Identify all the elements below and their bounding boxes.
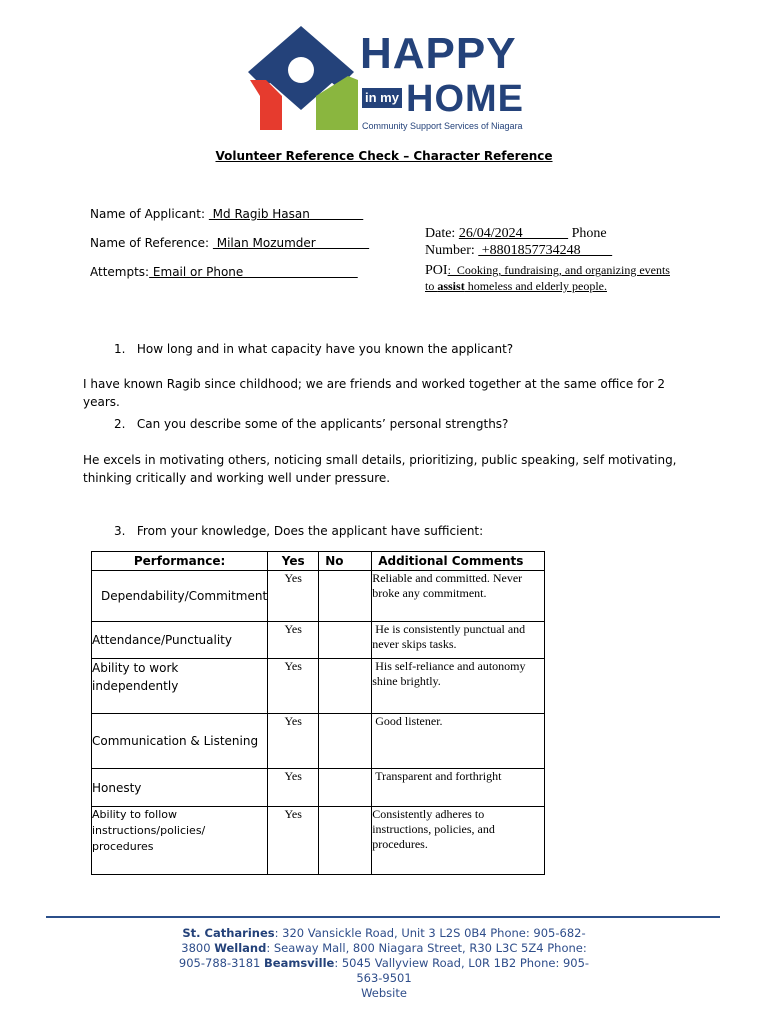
date-value: 26/04/2024 bbox=[458, 226, 569, 241]
poi-label: POI bbox=[425, 263, 448, 278]
question-3 bbox=[114, 524, 483, 538]
answer-1: I have known Ragib since childhood; we are friends and worked together at the same office for 2 years. bbox=[83, 377, 666, 409]
row-label: Honesty bbox=[92, 769, 268, 807]
question-number: 2. bbox=[114, 417, 126, 431]
row-comment: Transparent and forthright bbox=[372, 769, 545, 807]
footer-city-st-catharines: St. Catharines bbox=[182, 926, 275, 940]
attempts-label: Attempts: bbox=[90, 265, 150, 279]
row-comment: His self-reliance and autonomy shine brightly. bbox=[372, 659, 545, 714]
poi-line2-bold: assist bbox=[437, 279, 465, 293]
row-comment: He is consistently punctual and never skips tasks. bbox=[372, 622, 545, 659]
table-row bbox=[92, 571, 545, 622]
reference-field bbox=[90, 236, 369, 250]
phone-label-2: Number: bbox=[425, 243, 475, 258]
row-yes: Yes bbox=[268, 571, 319, 622]
reference-value: Milan Mozumder bbox=[212, 236, 370, 250]
attempts-value: Email or Phone bbox=[149, 265, 358, 279]
attempts-field bbox=[90, 265, 358, 279]
footer-city-welland: Welland bbox=[214, 941, 267, 955]
question-text: How long and in what capacity have you known the applicant? bbox=[136, 342, 514, 356]
poi-line1: : Cooking, fundraising, and organizing events bbox=[447, 263, 670, 277]
table-header-row bbox=[92, 552, 545, 571]
question-text: Can you describe some of the applicants’ personal strengths? bbox=[136, 417, 509, 431]
poi-line2 bbox=[425, 279, 607, 294]
date-label: Date: bbox=[425, 226, 456, 241]
table-row bbox=[92, 622, 545, 659]
row-yes: Yes bbox=[268, 714, 319, 769]
row-comment: Reliable and committed. Never broke any commitment. bbox=[372, 571, 545, 622]
row-yes: Yes bbox=[268, 807, 319, 875]
row-no bbox=[319, 622, 372, 659]
footer-address-1: : 320 Vansickle Road, Unit 3 L2S 0B4 Phone: 905-682-3800 bbox=[181, 926, 586, 955]
row-label: Ability to follow instructions/policies/ procedures bbox=[92, 807, 268, 875]
brand-in-my: in my bbox=[362, 88, 402, 108]
question-text: From your knowledge, Does the applicant have sufficient: bbox=[136, 524, 484, 538]
phone-field bbox=[425, 243, 612, 259]
date-field bbox=[425, 226, 607, 242]
applicant-label: Name of Applicant: bbox=[90, 207, 206, 221]
row-no bbox=[319, 659, 372, 714]
row-comment: Good listener. bbox=[372, 714, 545, 769]
footer-address-3: : 5045 Vallyview Road, L0R 1B2 Phone: 905-563-9501 bbox=[334, 956, 590, 985]
row-no bbox=[319, 714, 372, 769]
applicant-value: Md Ragib Hasan bbox=[208, 207, 364, 221]
table-row bbox=[92, 714, 545, 769]
applicant-field bbox=[90, 207, 363, 221]
question-number: 1. bbox=[114, 342, 126, 356]
page-title: Volunteer Reference Check – Character Reference bbox=[215, 149, 553, 163]
row-no bbox=[319, 807, 372, 875]
question-2 bbox=[114, 417, 508, 431]
question-number: 3. bbox=[114, 524, 126, 538]
performance-table bbox=[91, 551, 545, 875]
reference-label: Name of Reference: bbox=[90, 236, 210, 250]
header-performance: Performance: bbox=[92, 552, 268, 571]
table-row bbox=[92, 769, 545, 807]
table-row bbox=[92, 807, 545, 875]
poi-line2-pre: to bbox=[425, 279, 438, 293]
poi-field bbox=[425, 263, 670, 279]
footer-divider bbox=[46, 916, 720, 918]
phone-label: Phone bbox=[571, 226, 607, 241]
row-no bbox=[319, 769, 372, 807]
phone-value: +8801857734248 bbox=[478, 243, 613, 258]
header-comments: Additional Comments bbox=[372, 552, 545, 571]
row-label: Ability to work independently bbox=[92, 659, 268, 714]
footer-website[interactable]: Website bbox=[361, 986, 407, 1000]
table-row bbox=[92, 659, 545, 714]
row-yes: Yes bbox=[268, 659, 319, 714]
question-1 bbox=[114, 342, 513, 356]
row-label: Dependability/Commitment bbox=[92, 571, 268, 622]
row-yes: Yes bbox=[268, 622, 319, 659]
row-label: Communication & Listening bbox=[92, 714, 268, 769]
brand-happy: HAPPY bbox=[360, 29, 517, 78]
brand-home: HOME bbox=[406, 78, 524, 120]
footer-city-beamsville: Beamsville bbox=[264, 956, 335, 970]
footer-address-2: : Seaway Mall, 800 Niagara Street, R30 L3C 5Z4 Phone: 905-788-3181 bbox=[178, 941, 587, 970]
header-yes: Yes bbox=[268, 552, 319, 571]
answer-2: He excels in motivating others, noticing small details, prioritizing, public speaking, self motivating, thinking critically and working well under pressure. bbox=[83, 453, 677, 485]
row-comment: Consistently adheres to instructions, policies, and procedures. bbox=[372, 807, 545, 875]
header-no: No bbox=[319, 552, 372, 571]
footer-addresses bbox=[170, 926, 598, 1000]
brand-tagline: Community Support Services of Niagara bbox=[362, 121, 523, 131]
row-label: Attendance/Punctuality bbox=[92, 622, 268, 659]
poi-line2-post: homeless and elderly people. bbox=[464, 279, 607, 293]
row-no bbox=[319, 571, 372, 622]
row-yes: Yes bbox=[268, 769, 319, 807]
